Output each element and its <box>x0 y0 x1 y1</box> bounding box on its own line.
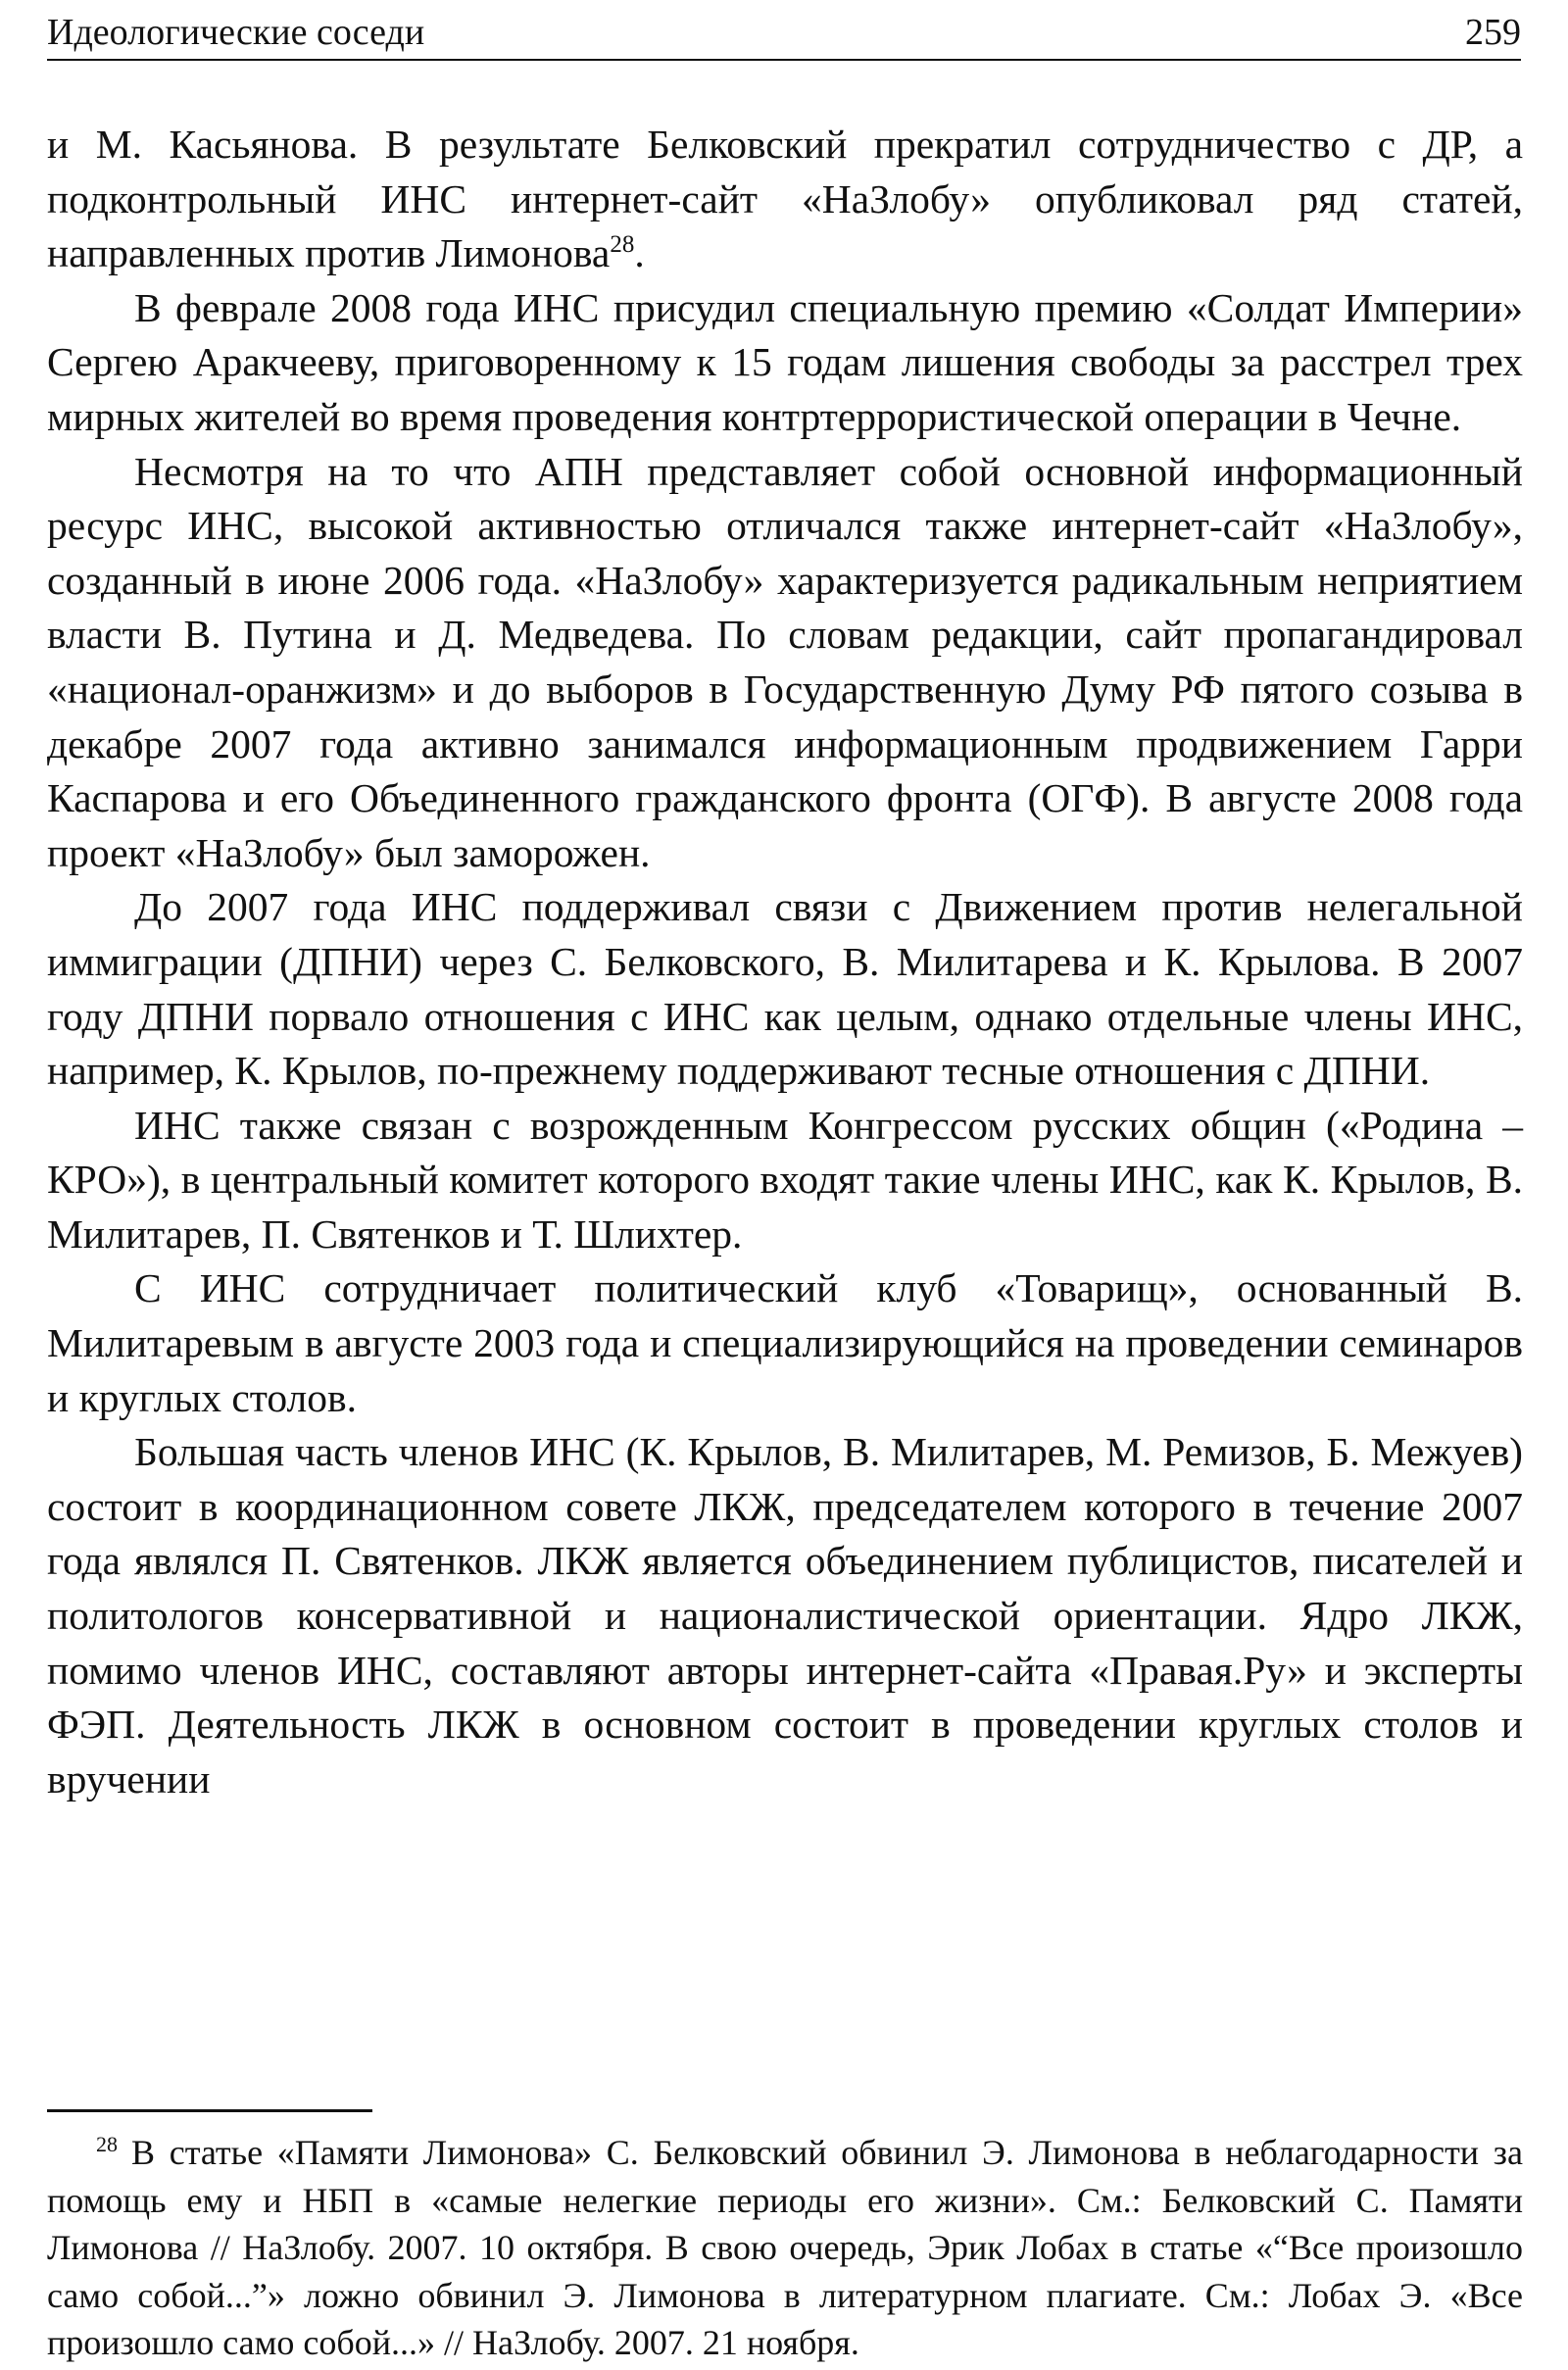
footnote-reference[interactable]: 28 <box>610 231 635 259</box>
footnote-separator <box>47 2109 372 2112</box>
body-text <box>47 118 1523 1806</box>
paragraph-text: и М. Касьянова. В результате Белковский прекратил сотрудничество с ДР, а подконтрольный ИНС интернет-сайт «НаЗлобу» опубликовал ряд статей, направленных против Лимонова <box>47 122 1523 276</box>
paragraph-4: До 2007 года ИНС поддерживал связи с Движением против нелегальной иммиграции (ДПНИ) через С. Белковского, В. Милитарева и К. Крылова. В 2007 году ДПНИ порвало отношения с ИНС как целым, однако отдельные члены ИНС, например, К. Крылов, по-прежнему поддерживают тесные отношения с ДПНИ. <box>47 884 1523 1094</box>
footnote-mark: 28 <box>96 2132 118 2156</box>
paragraph-6: С ИНС сотрудничает политический клуб «Товарищ», основанный В. Милитаревым в августе 2003 года и специализирующийся на проведении семинаров и круглых столов. <box>47 1265 1523 1420</box>
page-number: 259 <box>1465 12 1521 53</box>
paragraph-7: Большая часть членов ИНС (К. Крылов, В. Милитарев, М. Ремизов, Б. Межуев) состоит в координационном совете ЛКЖ, председателем которого в течение 2007 года являлся П. Святенков. ЛКЖ является объединением публицистов, писателей и политологов консервативной и националистической ориентации. Ядро ЛКЖ, помимо членов ИНС, составляют авторы интернет-сайта «Правая.Ру» и эксперты ФЭП. Деятельность ЛКЖ в основном состоит в проведении круглых столов и вручении <box>47 1429 1523 1802</box>
paragraph-1 <box>47 118 1523 281</box>
paragraph-tail: . <box>634 230 645 276</box>
running-head <box>47 6 1521 61</box>
footnotes <box>47 2129 1523 2367</box>
running-head-title: Идеологические соседи <box>47 12 425 53</box>
footnote-28 <box>47 2129 1523 2367</box>
footnote-text: В статье «Памяти Лимонова» С. Белковский обвинил Э. Лимонова в неблагодарности за помощь ему и НБП в «самые нелегкие периоды его жизни». См.: Белковский С. Памяти Лимонова // НаЗлобу. 2007. 10 октября. В свою очередь, Эрик Лобах в статье «“Все произошло само собой...”» ложно обвинил Э. Лимонова в литературном плагиате. См.: Лобах Э. «Все произошло само собой...» // НаЗлобу. 2007. 21 ноября. <box>47 2133 1523 2362</box>
paragraph-3: Несмотря на то что АПН представляет собой основной информационный ресурс ИНС, высокой активностью отличался также интернет-сайт «НаЗлобу», созданный в июне 2006 года. «НаЗлобу» характеризуется радикальным неприятием власти В. Путина и Д. Медведева. По словам редакции, сайт пропагандировал «национал-оранжизм» и до выборов в Государственную Думу РФ пятого созыва в декабре 2007 года активно занимался информационным продвижением Гарри Каспарова и его Объединенного гражданского фронта (ОГФ). В августе 2008 года проект «НаЗлобу» был заморожен. <box>47 448 1523 875</box>
paragraph-2: В феврале 2008 года ИНС присудил специальную премию «Солдат Империи» Сергею Аракчееву, приговоренному к 15 годам лишения свободы за расстрел трех мирных жителей во время проведения контртеррористической операции в Чечне. <box>47 284 1523 439</box>
paragraph-5: ИНС также связан с возрожденным Конгрессом русских общин («Родина – КРО»), в центральный комитет которого входят такие члены ИНС, как К. Крылов, В. Милитарев, П. Святенков и Т. Шлихтер. <box>47 1102 1523 1257</box>
